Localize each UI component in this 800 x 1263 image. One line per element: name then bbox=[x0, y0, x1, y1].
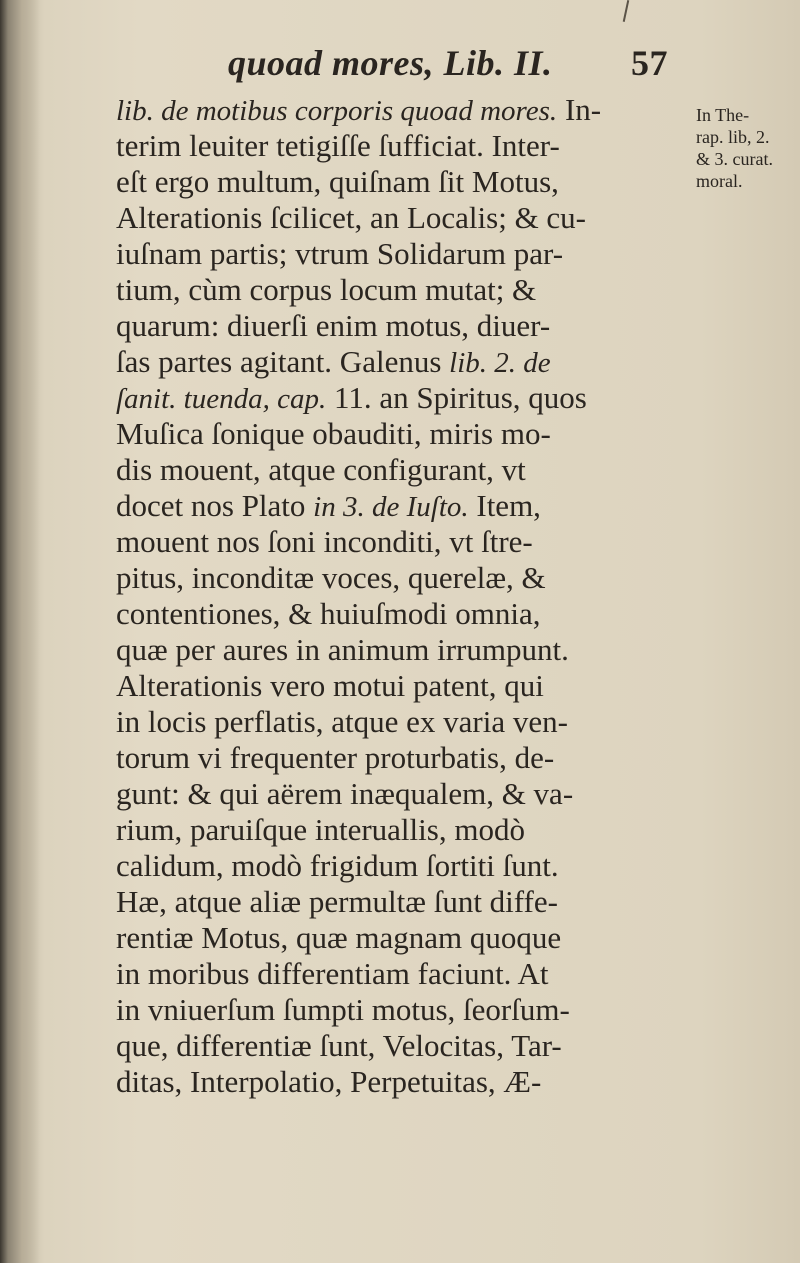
text-segment: quarum: diuerſi enim motus, diuer- bbox=[116, 308, 551, 343]
text-segment: ditas, Interpolatio, Perpetuitas, Æ- bbox=[116, 1064, 542, 1099]
text-line bbox=[116, 164, 686, 200]
text-line bbox=[116, 344, 686, 380]
text-line bbox=[116, 308, 686, 344]
text-segment: Alterationis vero motui patent, qui bbox=[116, 668, 544, 703]
text-line bbox=[116, 1028, 686, 1064]
text-line bbox=[116, 848, 686, 884]
text-line bbox=[116, 1064, 686, 1100]
margin-note-line: & 3. curat. bbox=[696, 149, 773, 169]
text-segment: in moribus differentiam faciunt. At bbox=[116, 956, 549, 991]
text-segment: eſt ergo multum, quiſnam ſit Motus, bbox=[116, 164, 559, 199]
text-line bbox=[116, 668, 686, 704]
page-header bbox=[228, 42, 668, 86]
text-line bbox=[116, 524, 686, 560]
text-segment: ſas partes agitant. Galenus bbox=[116, 344, 450, 379]
page-number: 57 bbox=[631, 43, 668, 83]
text-segment: Alterationis ſcilicet, an Localis; & cu- bbox=[116, 200, 587, 235]
text-segment: In- bbox=[557, 92, 602, 127]
text-line bbox=[116, 416, 686, 452]
ink-mark bbox=[623, 0, 630, 22]
text-line bbox=[116, 992, 686, 1028]
margin-note-line: In The- bbox=[696, 105, 750, 125]
text-line bbox=[116, 92, 686, 128]
text-segment: quæ per aures in animum irrumpunt. bbox=[116, 632, 569, 667]
text-segment: terim leuiter tetigiſſe ſufficiat. Inter- bbox=[116, 128, 560, 163]
text-line bbox=[116, 740, 686, 776]
text-segment: docet nos Plato bbox=[116, 488, 314, 523]
text-line bbox=[116, 812, 686, 848]
text-line bbox=[116, 380, 686, 416]
text-segment: rentiæ Motus, quæ magnam quoque bbox=[116, 920, 562, 955]
margin-note-line: rap. lib, 2. bbox=[696, 127, 770, 147]
text-segment: pitus, inconditæ voces, querelæ, & bbox=[116, 560, 546, 595]
text-line bbox=[116, 596, 686, 632]
text-line bbox=[116, 452, 686, 488]
text-segment: 11. an Spiritus, quos bbox=[326, 380, 587, 415]
text-segment: tium, cùm corpus locum mutat; & bbox=[116, 272, 537, 307]
running-title: quoad mores, Lib. II. bbox=[228, 43, 553, 83]
text-segment: Item, bbox=[468, 488, 541, 523]
text-line bbox=[116, 884, 686, 920]
body-text bbox=[116, 92, 686, 1100]
text-segment: dis mouent, atque configurant, vt bbox=[116, 452, 526, 487]
text-segment: in locis perflatis, atque ex varia ven- bbox=[116, 704, 568, 739]
margin-note-line: moral. bbox=[696, 171, 743, 191]
text-line bbox=[116, 488, 686, 524]
text-line bbox=[116, 632, 686, 668]
text-segment: contentiones, & huiuſmodi omnia, bbox=[116, 596, 541, 631]
margin-note bbox=[696, 104, 800, 192]
text-segment: in vniuerſum ſumpti motus, ſeorſum- bbox=[116, 992, 570, 1027]
text-segment: lib. 2. de bbox=[449, 347, 551, 379]
text-segment: torum vi frequenter proturbatis, de- bbox=[116, 740, 555, 775]
text-line bbox=[116, 956, 686, 992]
text-line bbox=[116, 272, 686, 308]
text-line bbox=[116, 236, 686, 272]
text-line bbox=[116, 200, 686, 236]
text-line bbox=[116, 704, 686, 740]
text-segment: Hæ, atque aliæ permultæ ſunt diffe- bbox=[116, 884, 558, 919]
text-segment: que, differentiæ ſunt, Velocitas, Tar- bbox=[116, 1028, 562, 1063]
text-segment: rium, paruiſque interuallis, modò bbox=[116, 812, 525, 847]
text-line bbox=[116, 920, 686, 956]
text-segment: gunt: & qui aërem inæqualem, & va- bbox=[116, 776, 574, 811]
text-segment: calidum, modò frigidum ſortiti ſunt. bbox=[116, 848, 559, 883]
text-segment: iuſnam partis; vtrum Solidarum par- bbox=[116, 236, 564, 271]
text-line bbox=[116, 560, 686, 596]
text-segment: mouent nos ſoni inconditi, vt ſtre- bbox=[116, 524, 533, 559]
text-line bbox=[116, 128, 686, 164]
text-segment: lib. de motibus corporis quoad mores. bbox=[116, 95, 558, 127]
page-gutter bbox=[0, 0, 40, 1263]
text-line bbox=[116, 776, 686, 812]
text-segment: in 3. de Iuſto. bbox=[313, 491, 469, 523]
text-segment: Muſica ſonique obauditi, miris mo- bbox=[116, 416, 551, 451]
text-segment: ſanit. tuenda, cap. bbox=[116, 383, 327, 415]
